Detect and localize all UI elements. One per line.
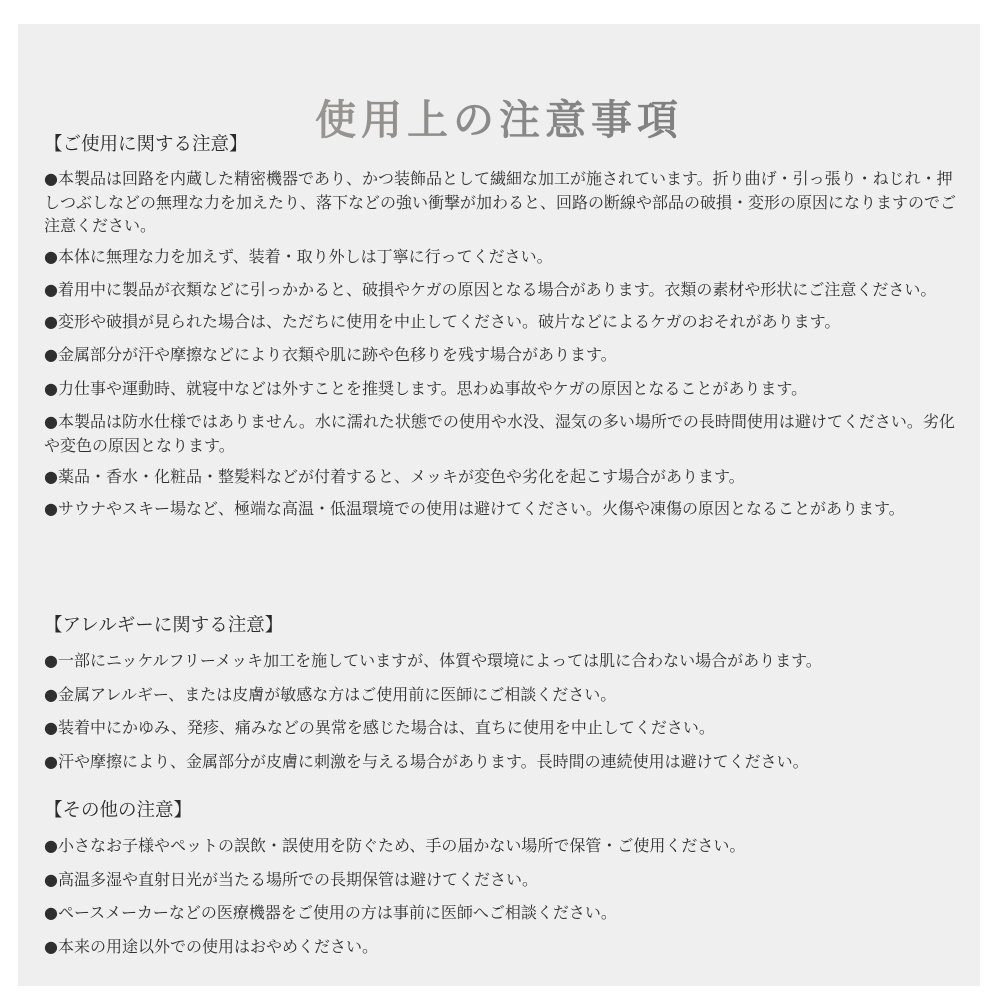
other-notice-list: [44, 834, 964, 958]
list-item: ●本製品は防水仕様ではありません。水に濡れた状態での使用や水没、湿気の多い場所での長時間使用は避けてください。劣化や変色の原因となります。: [44, 412, 955, 455]
section-usage: [44, 132, 964, 520]
list-item: ●本製品は回路を内蔵した精密機器であり、かつ装飾品として繊細な加工が施されています。折り曲げ・引っ張り・ねじれ・押しつぶしなどの無理な力を加えたり、落下などの強い衝撃が加わると、回路の断線や部品の破損・変形の原因になりますのでご注意ください。: [44, 169, 957, 235]
list-item: ●力仕事や運動時、就寝中などは外すことを推奨します。思わぬ事故やケガの原因となることがあります。: [44, 378, 808, 398]
list-item: ●ペースメーカーなどの医療機器をご使用の方は事前に医師へご相談ください。: [44, 903, 617, 922]
allergy-notice-list: [44, 649, 964, 773]
list-item: ●装着中にかゆみ、発疹、痛みなどの異常を感じた場合は、直ちに使用を中止してください。: [44, 718, 715, 737]
list-item: ●薬品・香水・化粧品・整髪料などが付着すると、メッキが変色や劣化を起こす場合があります。: [44, 467, 745, 486]
section-allergy: [44, 613, 964, 773]
notice-panel: [18, 24, 980, 986]
list-item: ●サウナやスキー場など、極端な高温・低温環境での使用は避けてください。火傷や凍傷の原因となることがあります。: [44, 498, 905, 518]
list-item: ●小さなお子様やペットの誤飲・誤使用を防ぐため、手の届かない場所で保管・ご使用ください。: [44, 836, 746, 855]
section-heading-usage: 【ご使用に関する注意】: [44, 134, 248, 155]
list-item: ●本来の用途以外での使用はおやめください。: [44, 936, 378, 956]
list-item: ●金属アレルギー、または皮膚が敏感な方はご使用前に医師にご相談ください。: [44, 684, 617, 704]
list-item: ●変形や破損が見られた場合は、ただちに使用を中止してください。破片などによるケガのおそれがあります。: [44, 311, 841, 331]
list-item: ●本体に無理な力を加えず、装着・取り外しは丁寧に行ってください。: [44, 246, 553, 266]
list-item: ●着用中に製品が衣類などに引っかかると、破損やケガの原因となる場合があります。衣類の素材や形状にご注意ください。: [44, 280, 937, 299]
section-heading-other: 【その他の注意】: [44, 800, 193, 821]
list-item: ●汗や摩擦により、金属部分が皮膚に刺激を与える場合があります。長時間の連続使用は避けてください。: [44, 751, 809, 771]
section-heading-allergy: 【アレルギーに関する注意】: [44, 615, 284, 636]
page-title: 使用上の注意事項: [18, 87, 980, 146]
list-item: ●一部にニッケルフリーメッキ加工を施していますが、体質や環境によっては肌に合わない場合があります。: [44, 651, 822, 670]
list-item: ●金属部分が汗や摩擦などにより衣類や肌に跡や色移りを残す場合があります。: [44, 345, 617, 364]
section-other: [44, 798, 964, 958]
list-item: ●高温多湿や直射日光が当たる場所での長期保管は避けてください。: [44, 869, 538, 889]
usage-notice-list: [44, 167, 964, 520]
